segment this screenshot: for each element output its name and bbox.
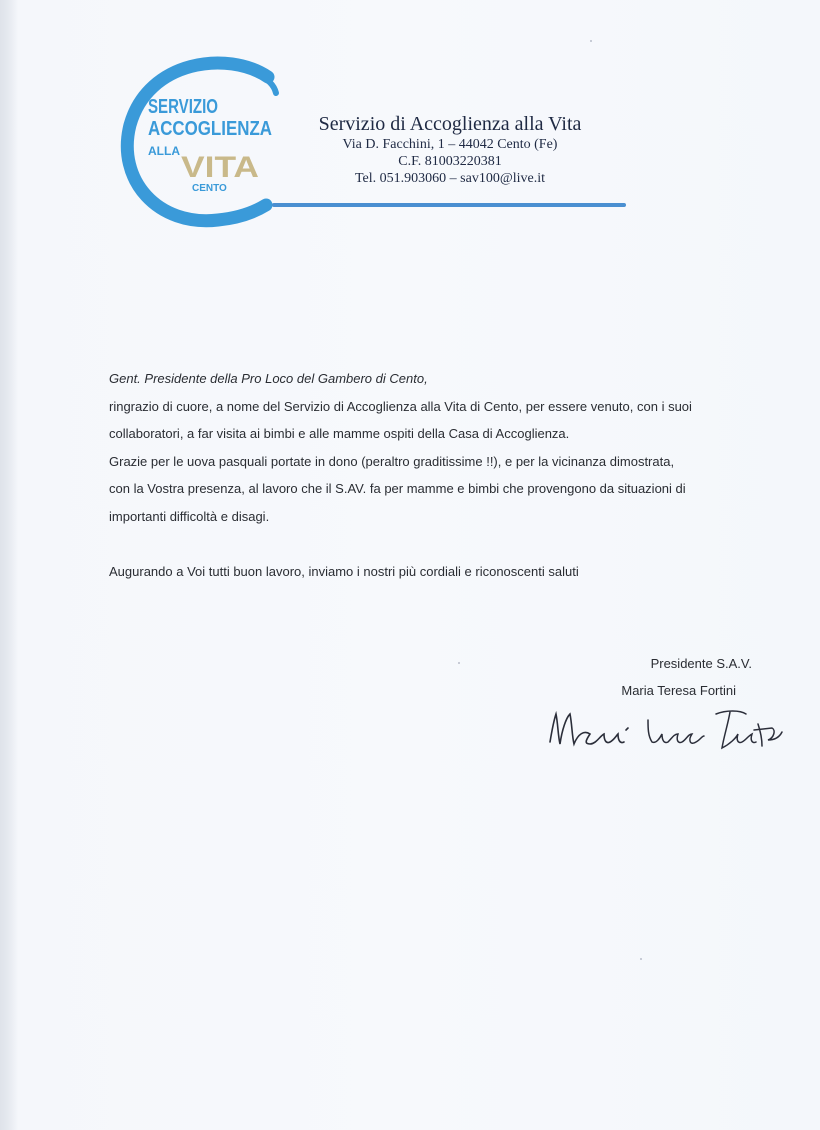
logo-word-cento: CENTO (192, 183, 227, 194)
signer-name: Maria Teresa Fortini (621, 683, 736, 698)
body-line: ringrazio di cuore, a nome del Servizio di Accoglienza alla Vita di Cento, per essere venuto, con i suoi (109, 398, 692, 414)
body-line: con la Vostra presenza, al lavoro che il S.AV. fa per mamme e bimbi che provengono da situazioni di (109, 481, 686, 497)
salutation: Gent. Presidente della Pro Loco del Gambero di Cento, (109, 371, 428, 386)
sav-logo (118, 55, 283, 230)
body-line: importanti difficoltà e disagi. (109, 508, 270, 524)
closing-line: Augurando a Voi tutti buon lavoro, inviamo i nostri più cordiali e riconoscenti saluti (109, 563, 579, 579)
logo-word-vita: VITA (181, 151, 259, 184)
organization-name: Servizio di Accoglienza alla Vita (318, 113, 582, 135)
logo-line2: ACCOGLIENZA (148, 118, 272, 140)
logo-ring (127, 63, 268, 221)
scan-speck (590, 40, 592, 42)
scan-speck (458, 662, 460, 664)
signoff (560, 650, 780, 704)
organization-tax-code: C.F. 81003220381 (398, 154, 502, 169)
logo-line1: SERVIZIO (148, 96, 218, 118)
body-line: Grazie per le uova pasquali portate in dono (peraltro graditissime !!), e per la vicinanza dimostrata, (109, 453, 675, 469)
letter-body (109, 365, 789, 585)
logo-word-alla: ALLA (148, 144, 180, 158)
scan-speck (640, 958, 642, 960)
handwritten-signature (540, 700, 790, 760)
body-line: collaboratori, a far visita ai bimbi e alle mamme ospiti della Casa di Accoglienza. (109, 426, 570, 442)
letterhead-rule (272, 203, 626, 207)
scan-edge-shadow (0, 0, 18, 1130)
organization-address: Via D. Facchini, 1 – 44042 Cento (Fe) (342, 137, 558, 152)
letterhead (300, 112, 600, 187)
signer-role: Presidente S.A.V. (650, 656, 752, 671)
organization-contacts: Tel. 051.903060 – sav100@live.it (354, 171, 545, 186)
